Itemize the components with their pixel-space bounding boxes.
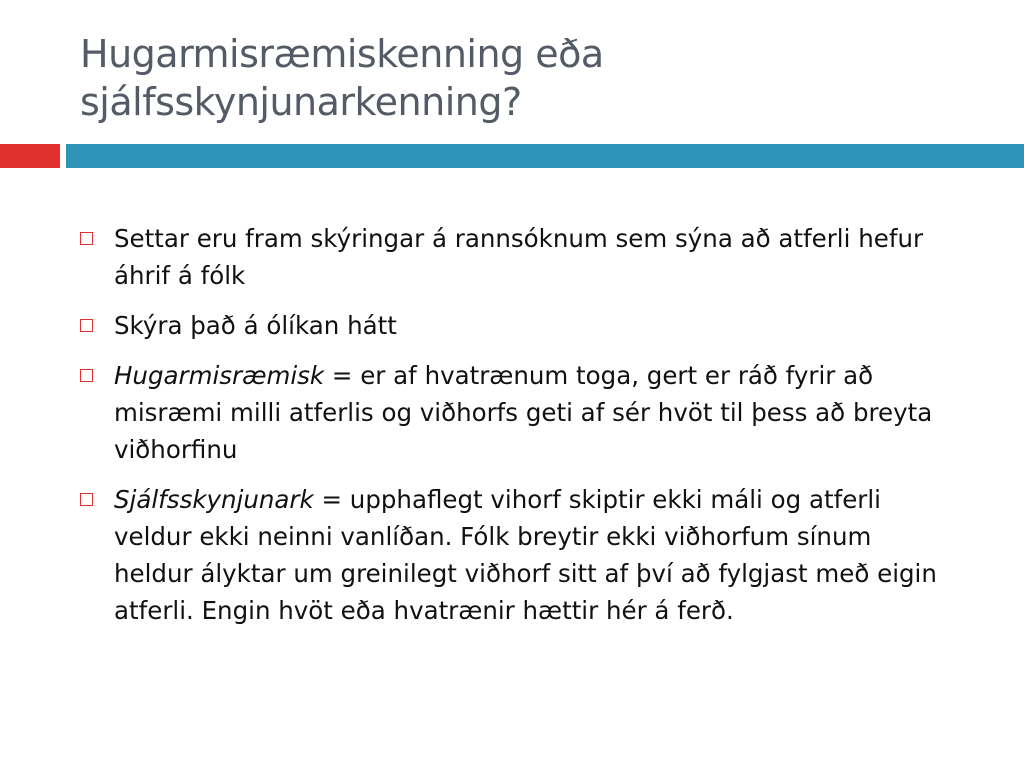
bullet-list — [80, 220, 960, 642]
square-bullet-icon — [80, 319, 93, 332]
slide-title — [80, 30, 980, 126]
square-bullet-icon — [80, 232, 93, 245]
square-bullet-icon — [80, 493, 93, 506]
bullet-item — [80, 307, 960, 344]
accent-bar-blue — [66, 144, 1024, 168]
bullet-body: = upphaflegt vihorf skiptir ekki máli og atferli veldur ekki neinni vanlíðan. Fólk breytir ekki viðhorfum sínum heldur ályktar um greinilegt viðhorf sitt af því að fylgjast með eigin atferli. Engin hvöt eða hvatrænir hættir hér á ferð. — [114, 485, 937, 625]
slide-title-line-2: sjálfsskynjunarkenning? — [80, 80, 522, 124]
square-bullet-icon — [80, 369, 93, 382]
bullet-body: Settar eru fram skýringar á rannsóknum sem sýna að atferli hefur áhrif á fólk — [114, 224, 924, 290]
slide-title-line-1: Hugarmisræmiskenning eða — [80, 32, 604, 76]
accent-bar-red — [0, 144, 60, 168]
bullet-body: Skýra það á ólíkan hátt — [114, 311, 397, 340]
bullet-text — [114, 220, 944, 294]
bullet-item — [80, 220, 960, 294]
bullet-item — [80, 357, 960, 468]
bullet-term: Sjálfsskynjunark — [114, 485, 314, 514]
bullet-item — [80, 481, 960, 629]
bullet-body: = er af hvatrænum toga, gert er ráð fyrir að misræmi milli atferlis og viðhorfs geti af sér hvöt til þess að breyta viðhorfinu — [114, 361, 933, 464]
bullet-text — [114, 481, 944, 629]
bullet-text — [114, 357, 944, 468]
bullet-text — [114, 307, 944, 344]
bullet-term: Hugarmisræmisk — [114, 361, 325, 390]
